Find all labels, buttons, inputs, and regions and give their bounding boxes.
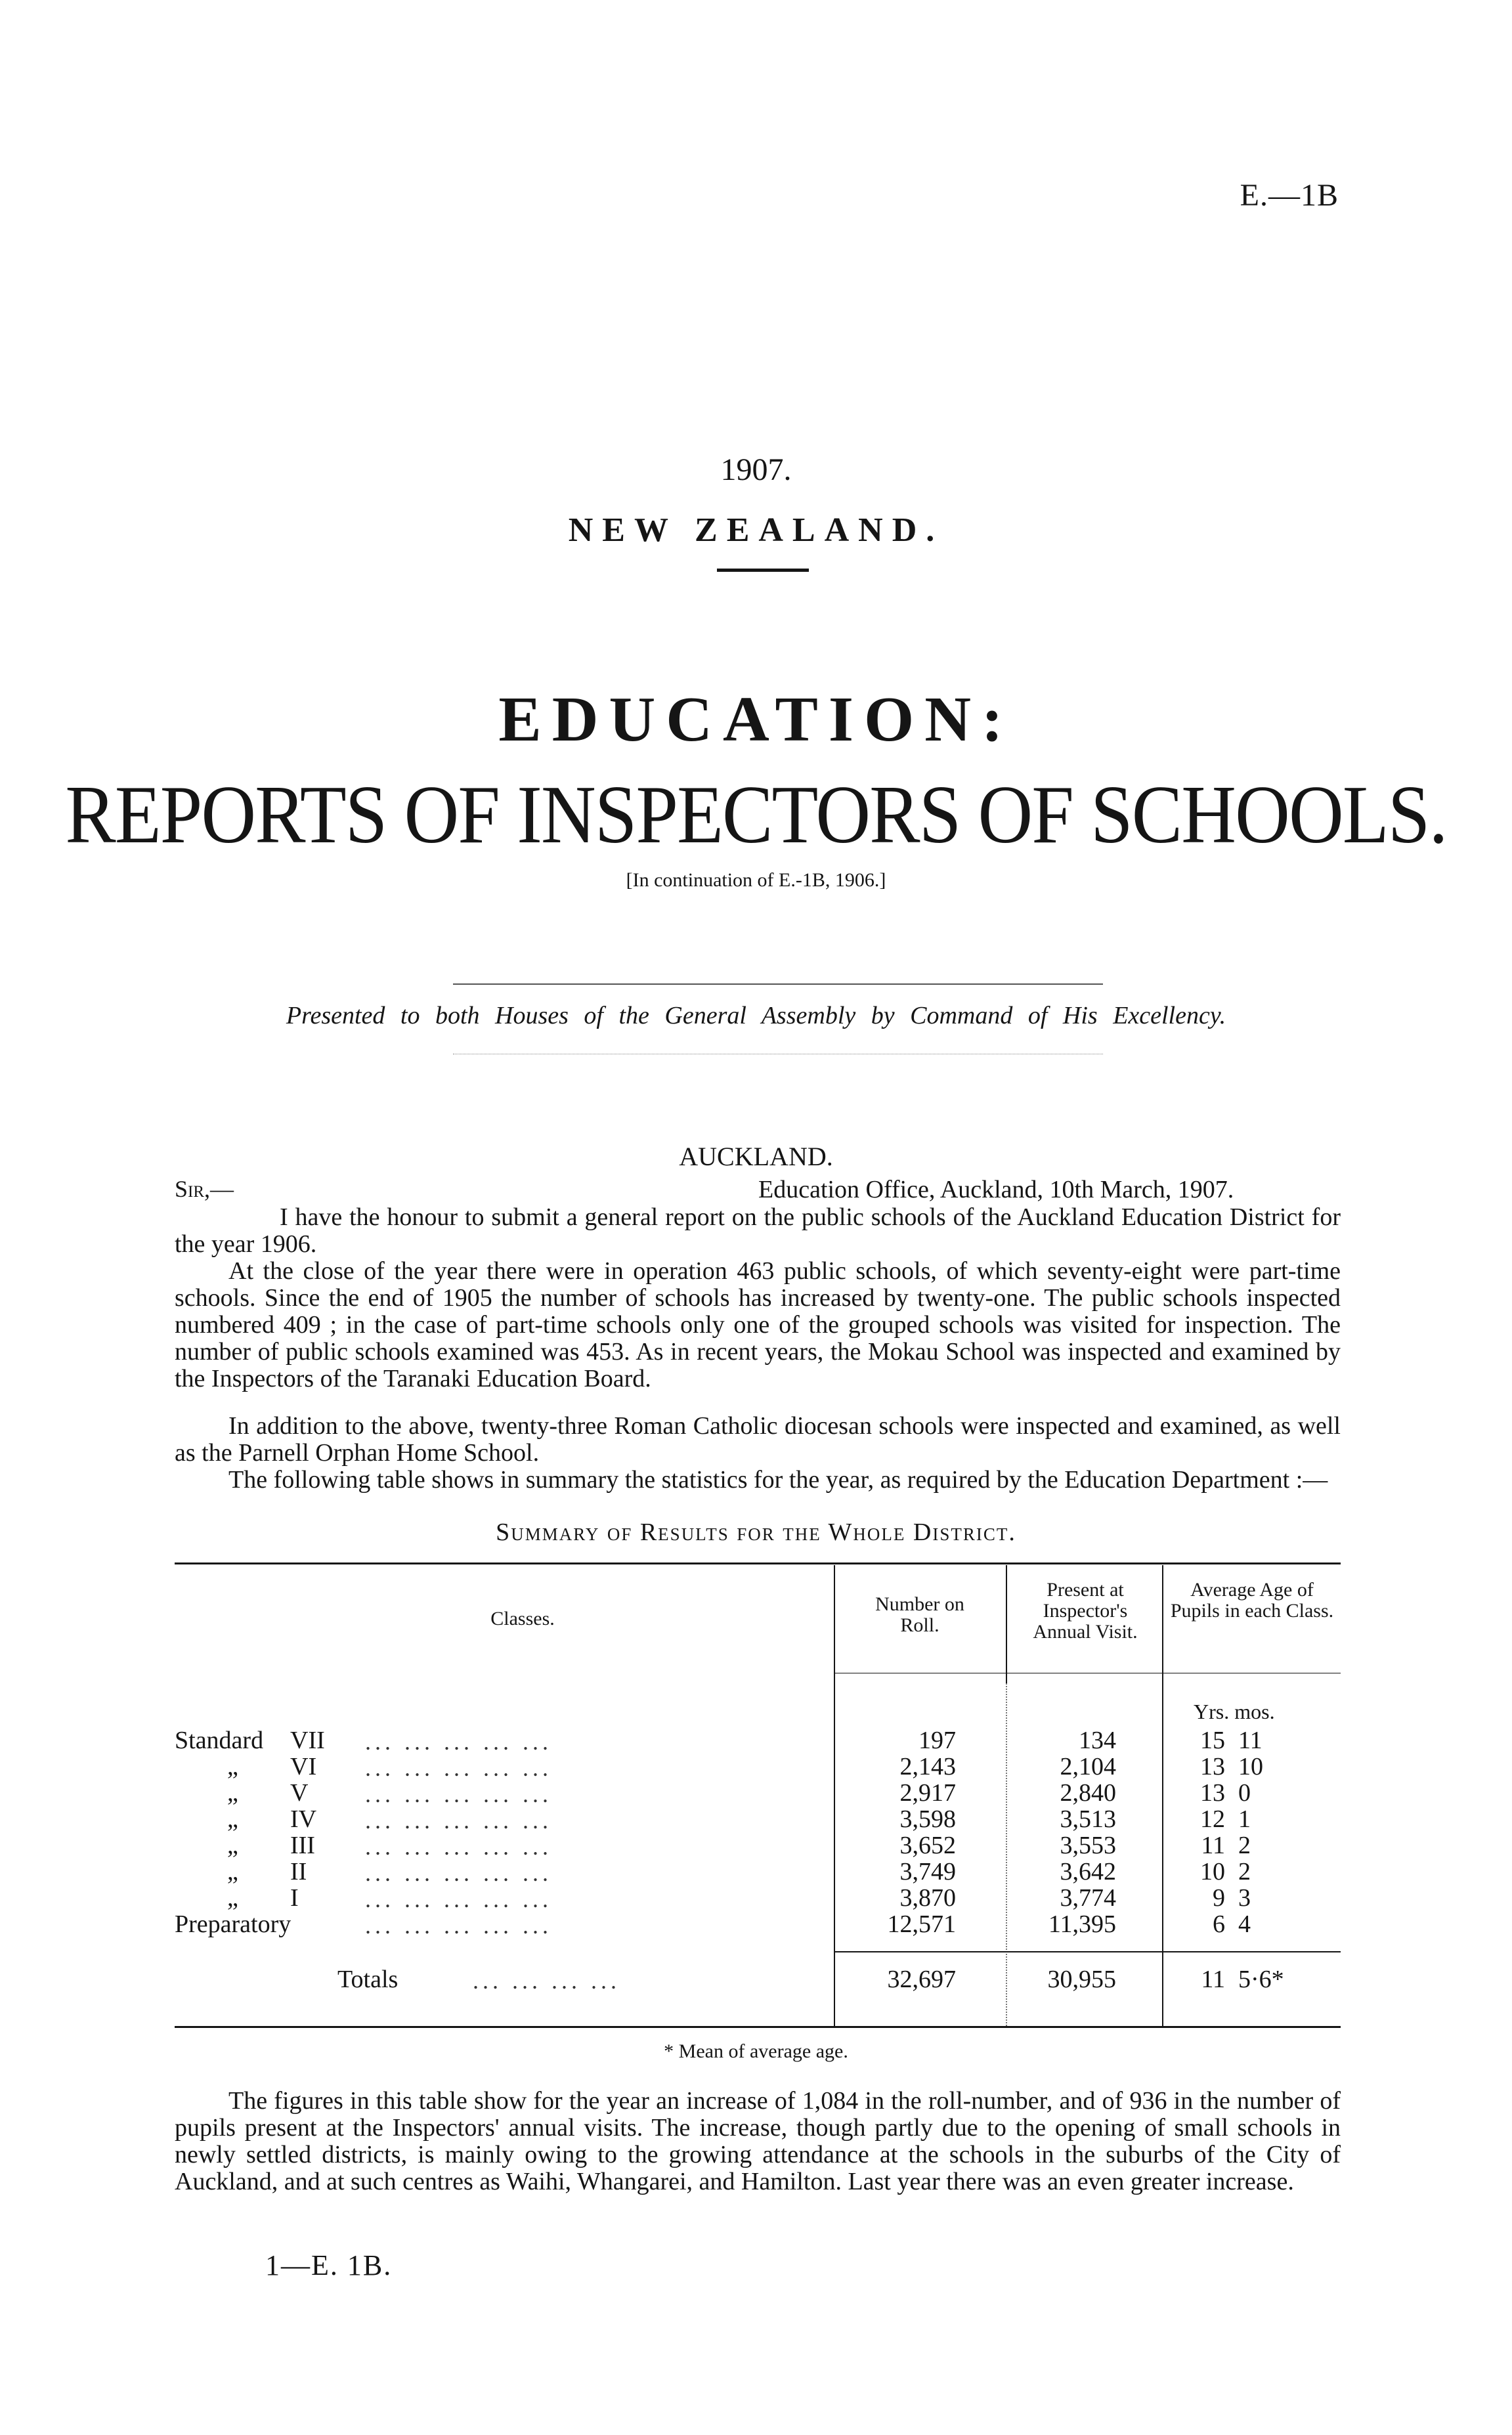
row-prefix: „ (227, 1884, 238, 1912)
row-months: 4 (1238, 1910, 1251, 1938)
header-age: Average Age of Pupils in each Class. (1170, 1579, 1334, 1622)
row-prefix: „ (227, 1832, 238, 1859)
totals-label: Totals (337, 1966, 399, 1993)
row-months: 3 (1238, 1884, 1251, 1912)
paragraph: The following table shows in summary the statistics for the year, as required by the Education Department :— (228, 1466, 1328, 1494)
row-years: 13 (1200, 1779, 1225, 1807)
table-top-rule (175, 1562, 1341, 1564)
district-heading: AUCKLAND. (679, 1142, 833, 1171)
row-present: 3,553 (1060, 1832, 1116, 1859)
row-present: 2,104 (1060, 1753, 1116, 1780)
table-heading: Summary of Results for the Whole District. (496, 1519, 1016, 1546)
row-roll: 3,749 (899, 1858, 956, 1886)
row-class: VI (290, 1753, 317, 1780)
row-roll: 197 (918, 1727, 956, 1754)
page-reference: E.—1B (1240, 178, 1339, 213)
totals-rule (834, 1951, 1341, 1952)
summary-table (175, 1556, 1341, 2029)
leader-dots: ... ... ... ... ... (365, 1860, 552, 1886)
row-months: 2 (1238, 1858, 1251, 1886)
table-row (175, 1859, 1341, 1886)
row-prefix: „ (227, 1779, 238, 1807)
row-prefix: Preparatory (175, 1910, 292, 1938)
header-classes: Classes. (490, 1608, 555, 1629)
table-row (175, 1912, 1341, 1938)
table-row (175, 1833, 1341, 1859)
row-present: 11,395 (1048, 1910, 1116, 1938)
leader-dots: ... ... ... ... ... (365, 1912, 552, 1939)
row-present: 2,840 (1060, 1779, 1116, 1807)
row-class: I (290, 1884, 299, 1912)
paragraph: At the close of the year there were in operation 463 public schools, of which seventy-eight were part-time schools. Since the end of 1905 the number of schools has increased by twenty-one. The public schools inspected numbered 409 ; in the case of part-time schools only one of the grouped schools was visited for inspection. The number of public schools examined was 453. As in recent years, the Mokau School was inspected and examined by the Inspectors of the Taranaki Education Board. (175, 1257, 1341, 1392)
row-years: 10 (1200, 1858, 1225, 1886)
row-prefix: „ (227, 1805, 238, 1833)
row-class: III (290, 1832, 315, 1859)
table-footnote: * Mean of average age. (664, 2040, 848, 2062)
row-years: 11 (1201, 1832, 1225, 1859)
column-rule (1006, 1565, 1007, 1683)
row-years: 15 (1200, 1727, 1225, 1754)
country-heading: NEW ZEALAND. (568, 511, 944, 549)
table-row (175, 1886, 1341, 1912)
continuation-note: [In continuation of E.-1B, 1906.] (626, 869, 886, 891)
leader-dots: ... ... ... ... (473, 1968, 620, 1994)
row-present: 134 (1079, 1727, 1116, 1754)
table-row (175, 1807, 1341, 1833)
table-row (175, 1780, 1341, 1807)
row-roll: 3,870 (899, 1884, 956, 1912)
row-months: 1 (1238, 1805, 1251, 1833)
sheet-reference: 1—E. 1B. (265, 2249, 393, 2281)
row-class: II (290, 1858, 307, 1886)
row-months: 11 (1238, 1727, 1263, 1754)
row-class: V (290, 1779, 309, 1807)
row-roll: 2,917 (899, 1779, 956, 1807)
paragraph: In addition to the above, twenty-three Roman Catholic diocesan schools were inspected and examined, as well as the Parnell Orphan Home School. (175, 1412, 1341, 1467)
table-row (175, 1754, 1341, 1780)
row-roll: 2,143 (899, 1753, 956, 1780)
row-prefix: Standard (175, 1727, 264, 1754)
leader-dots: ... ... ... ... ... (365, 1781, 552, 1807)
header-present: Present at Inspector's Annual Visit. (1033, 1579, 1138, 1643)
divider-top (453, 983, 1103, 985)
totals-months: 5·6* (1238, 1966, 1284, 1993)
age-units: Yrs. mos. (1194, 1700, 1275, 1723)
leader-dots: ... ... ... ... ... (365, 1755, 552, 1781)
row-years: 6 (1213, 1910, 1225, 1938)
totals-present: 30,955 (1047, 1966, 1116, 1993)
row-roll: 12,571 (887, 1910, 956, 1938)
leader-dots: ... ... ... ... ... (365, 1807, 552, 1834)
presented-line: Presented to both Houses of the General Assembly by Command of His Excellency. (286, 1002, 1226, 1029)
title-rule (717, 569, 809, 572)
leader-dots: ... ... ... ... ... (365, 1834, 552, 1860)
table-bottom-rule (175, 2026, 1341, 2028)
row-roll: 3,598 (899, 1805, 956, 1833)
row-prefix: „ (227, 1858, 238, 1886)
row-months: 2 (1238, 1832, 1251, 1859)
document-subtitle: REPORTS OF INSPECTORS OF SCHOOLS. (65, 769, 1447, 861)
row-roll: 3,652 (899, 1832, 956, 1859)
place-date: Education Office, Auckland, 10th March, 1907. (758, 1176, 1234, 1203)
row-class: IV (290, 1805, 317, 1833)
row-years: 9 (1213, 1884, 1225, 1912)
paragraph: The figures in this table show for the year an increase of 1,084 in the roll-number, and of 936 in the number of pupils present at the Inspectors' annual visits. The increase, though partly due to the opening of small schools in newly settled districts, is mainly owing to the growing attendance at the schools in the suburbs of the City of Auckland, and at such centres as Waihi, Whangarei, and Hamilton. Last year there was an even greater increase. (175, 2087, 1341, 2195)
table-row (175, 1728, 1341, 1754)
publication-year: 1907. (720, 452, 792, 487)
leader-dots: ... ... ... ... ... (365, 1886, 552, 1912)
leader-dots: ... ... ... ... ... (365, 1729, 552, 1755)
row-present: 3,774 (1060, 1884, 1116, 1912)
header-roll: Number on Roll. (875, 1593, 964, 1636)
totals-years: 11 (1201, 1966, 1225, 1993)
row-present: 3,513 (1060, 1805, 1116, 1833)
row-years: 13 (1200, 1753, 1225, 1780)
document-title: EDUCATION: (498, 684, 1014, 755)
totals-row (175, 1967, 1341, 1993)
row-years: 12 (1200, 1805, 1225, 1833)
row-months: 10 (1238, 1753, 1263, 1780)
totals-roll: 32,697 (887, 1966, 956, 1993)
row-class: VII (290, 1727, 325, 1754)
paragraph: I have the honour to submit a general report on the public schools of the Auckland Education District for the year 1906. (175, 1203, 1341, 1258)
row-months: 0 (1238, 1779, 1251, 1807)
salutation: Sir,— (175, 1176, 234, 1202)
row-present: 3,642 (1060, 1858, 1116, 1886)
row-prefix: „ (227, 1753, 238, 1780)
